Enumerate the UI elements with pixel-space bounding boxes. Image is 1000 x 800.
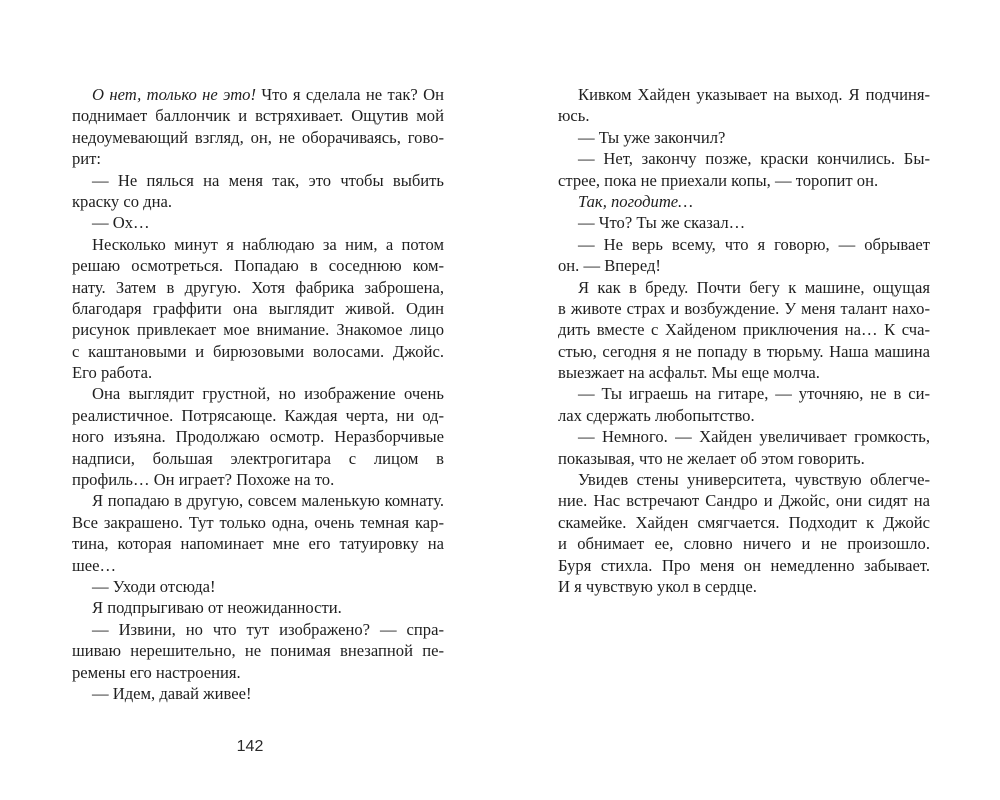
text-line: — Идем, давай живее! bbox=[92, 683, 252, 703]
italic-phrase: О нет, только не это! bbox=[92, 85, 257, 104]
text-line: скамейке. Хайден смягчается. Подходит к Джойс bbox=[558, 512, 930, 532]
text-line: Буря стихла. Про меня он немедленно забывает. bbox=[558, 555, 930, 575]
text-line: стью, сегодня я не попаду в тюрьму. Наша машина bbox=[558, 341, 930, 361]
text-line: Все закрашено. Тут только одна, очень темная кар- bbox=[72, 512, 444, 532]
italic-phrase: Так, погодите… bbox=[578, 191, 693, 211]
text-line: ного изъяна. Продолжаю осмотр. Неразборчивые bbox=[72, 427, 444, 447]
text-line: выезжает на асфальт. Мы еще молча. bbox=[558, 363, 820, 383]
text-line: шее… bbox=[72, 555, 117, 575]
text-line: поднимает баллончик и встряхивает. Ощутив мой bbox=[72, 106, 444, 126]
text-line: Увидев стены университета, чувствую облегче- bbox=[578, 470, 930, 490]
text-line bbox=[72, 84, 444, 105]
page-number: 142 bbox=[236, 738, 264, 755]
text-line: — Нет, закончу позже, краски кончились. Бы- bbox=[578, 149, 930, 169]
text-line: Она выглядит грустной, но изображение очень bbox=[92, 384, 444, 404]
text-line: краску со дна. bbox=[72, 191, 173, 211]
text-line: тина, которая напоминает мне его татуировку на bbox=[72, 534, 444, 554]
line-text: Что я сделала не так? Он bbox=[256, 85, 444, 104]
text-line: ремены его настроения. bbox=[72, 662, 241, 682]
text-line: — Не пялься на меня так, это чтобы выбить bbox=[92, 170, 444, 190]
text-line: рисунок привлекает мое внимание. Знакомое лицо bbox=[72, 320, 444, 340]
text-line: шиваю нерешительно, не понимая внезапной пе- bbox=[72, 641, 444, 661]
text-line: дить вместе с Хайденом приключения на… К сча- bbox=[558, 320, 930, 340]
text-line: — Ты играешь на гитаре, — уточняю, не в си- bbox=[578, 384, 930, 404]
text-line: в животе страх и возбуждение. У меня талант нахо- bbox=[558, 298, 930, 318]
text-line: И я чувствую укол в сердце. bbox=[558, 576, 757, 596]
text-line: он. — Вперед! bbox=[558, 256, 661, 276]
text-line: нату. Затем в другую. Хотя фабрика заброшена, bbox=[72, 277, 444, 297]
text-line: с каштановыми и бирюзовыми волосами. Джойс. bbox=[72, 341, 444, 361]
text-line: ние. Нас встречают Сандро и Джойс, они сидят на bbox=[558, 491, 930, 511]
text-line: недоумевающий взгляд, он, не оборачиваясь, гово- bbox=[72, 127, 444, 147]
text-line: рит: bbox=[72, 149, 102, 169]
left-page bbox=[72, 84, 444, 704]
text-line: и обнимает ее, словно ничего и не произошло. bbox=[558, 534, 930, 554]
text-line: — Извини, но что тут изображено? — спра- bbox=[92, 619, 444, 639]
text-line: — Ох… bbox=[92, 213, 150, 233]
text-line: — Немного. — Хайден увеличивает громкость, bbox=[578, 427, 930, 447]
text-line bbox=[558, 191, 930, 212]
text-line: благодаря граффити она выглядит живой. Один bbox=[72, 298, 444, 318]
text-line: Я попадаю в другую, совсем маленькую комнату. bbox=[92, 491, 444, 511]
text-line: Несколько минут я наблюдаю за ним, а потом bbox=[92, 234, 444, 254]
text-line: — Что? Ты же сказал… bbox=[578, 213, 746, 233]
text-line: — Уходи отсюда! bbox=[92, 576, 216, 596]
text-line: показывая, что не желает об этом говорить. bbox=[558, 448, 865, 468]
text-line: профиль… Он играет? Похоже на то. bbox=[72, 470, 335, 490]
text-line: юсь. bbox=[558, 106, 590, 126]
text-line: Я как в бреду. Почти бегу к машине, ощущая bbox=[578, 277, 930, 297]
text-line: — Не верь всему, что я говорю, — обрывает bbox=[578, 234, 930, 254]
text-line: Его работа. bbox=[72, 363, 153, 383]
text-line: Кивком Хайден указывает на выход. Я подчиня- bbox=[578, 85, 930, 104]
text-line: стрее, пока не приехали копы, — торопит он. bbox=[558, 170, 879, 190]
text-line: лах сдержать любопытство. bbox=[558, 405, 755, 425]
text-line: Я подпрыгиваю от неожиданности. bbox=[92, 598, 342, 618]
text-line: решаю осмотреться. Попадаю в соседнюю ком- bbox=[72, 256, 444, 276]
text-line: — Ты уже закончил? bbox=[578, 127, 726, 147]
text-line: реалистичное. Потрясающе. Каждая черта, ни од- bbox=[72, 405, 444, 425]
text-line: надписи, большая электрогитара с лицом в bbox=[72, 448, 444, 468]
right-page bbox=[558, 84, 930, 597]
